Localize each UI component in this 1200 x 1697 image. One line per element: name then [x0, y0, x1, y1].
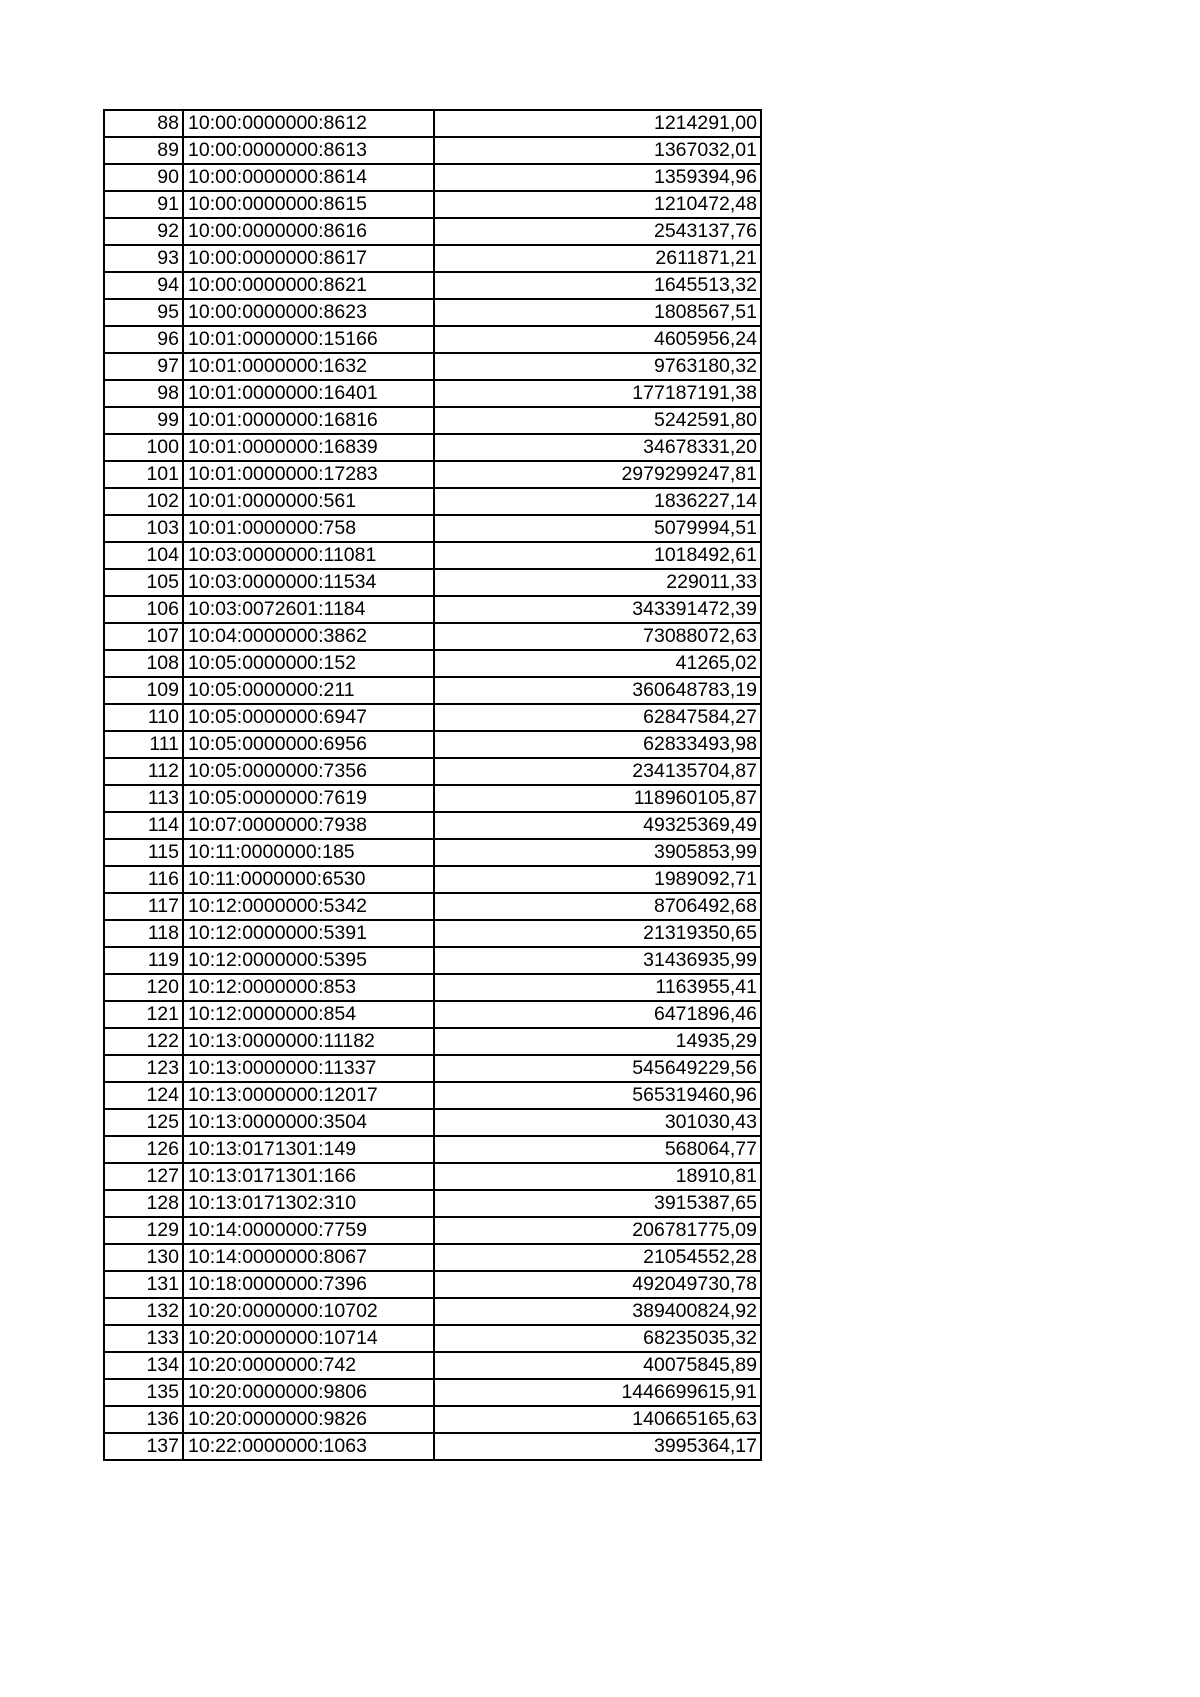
- table-row: [104, 1217, 761, 1244]
- row-number-cell: 122: [104, 1028, 183, 1055]
- table-row: [104, 488, 761, 515]
- row-number-cell: 107: [104, 623, 183, 650]
- cadastral-number-cell: 10:07:0000000:7938: [183, 812, 434, 839]
- cadastral-number-cell: 10:11:0000000:6530: [183, 866, 434, 893]
- cadastral-number-cell: 10:00:0000000:8617: [183, 245, 434, 272]
- row-number-cell: 136: [104, 1406, 183, 1433]
- row-number-cell: 119: [104, 947, 183, 974]
- amount-cell: 5242591,80: [434, 407, 761, 434]
- amount-cell: 1989092,71: [434, 866, 761, 893]
- table-row: [104, 731, 761, 758]
- table-row: [104, 542, 761, 569]
- row-number-cell: 135: [104, 1379, 183, 1406]
- table-row: [104, 110, 761, 137]
- cadastral-number-cell: 10:20:0000000:9826: [183, 1406, 434, 1433]
- table-row: [104, 1136, 761, 1163]
- table-row: [104, 137, 761, 164]
- amount-cell: 1367032,01: [434, 137, 761, 164]
- row-number-cell: 124: [104, 1082, 183, 1109]
- cadastral-number-cell: 10:18:0000000:7396: [183, 1271, 434, 1298]
- row-number-cell: 128: [104, 1190, 183, 1217]
- data-table: [103, 109, 762, 1461]
- table-row: [104, 1109, 761, 1136]
- cadastral-number-cell: 10:13:0000000:3504: [183, 1109, 434, 1136]
- cadastral-number-cell: 10:01:0000000:16401: [183, 380, 434, 407]
- cadastral-number-cell: 10:20:0000000:10714: [183, 1325, 434, 1352]
- cadastral-number-cell: 10:20:0000000:10702: [183, 1298, 434, 1325]
- row-number-cell: 130: [104, 1244, 183, 1271]
- amount-cell: 545649229,56: [434, 1055, 761, 1082]
- table-row: [104, 1406, 761, 1433]
- amount-cell: 6471896,46: [434, 1001, 761, 1028]
- row-number-cell: 117: [104, 893, 183, 920]
- amount-cell: 1214291,00: [434, 110, 761, 137]
- amount-cell: 31436935,99: [434, 947, 761, 974]
- cadastral-number-cell: 10:05:0000000:7356: [183, 758, 434, 785]
- amount-cell: 40075845,89: [434, 1352, 761, 1379]
- row-number-cell: 129: [104, 1217, 183, 1244]
- table-row: [104, 461, 761, 488]
- cadastral-number-cell: 10:05:0000000:7619: [183, 785, 434, 812]
- row-number-cell: 109: [104, 677, 183, 704]
- table-row: [104, 326, 761, 353]
- row-number-cell: 106: [104, 596, 183, 623]
- amount-cell: 5079994,51: [434, 515, 761, 542]
- amount-cell: 389400824,92: [434, 1298, 761, 1325]
- table-body: [104, 110, 761, 1460]
- table-row: [104, 1433, 761, 1460]
- table-row: [104, 191, 761, 218]
- row-number-cell: 108: [104, 650, 183, 677]
- cadastral-number-cell: 10:14:0000000:8067: [183, 1244, 434, 1271]
- amount-cell: 2543137,76: [434, 218, 761, 245]
- amount-cell: 34678331,20: [434, 434, 761, 461]
- amount-cell: 4605956,24: [434, 326, 761, 353]
- amount-cell: 177187191,38: [434, 380, 761, 407]
- cadastral-number-cell: 10:12:0000000:5342: [183, 893, 434, 920]
- row-number-cell: 121: [104, 1001, 183, 1028]
- cadastral-number-cell: 10:00:0000000:8612: [183, 110, 434, 137]
- table-row: [104, 1352, 761, 1379]
- table-row: [104, 893, 761, 920]
- cadastral-number-cell: 10:05:0000000:211: [183, 677, 434, 704]
- table-row: [104, 947, 761, 974]
- row-number-cell: 102: [104, 488, 183, 515]
- cadastral-number-cell: 10:20:0000000:742: [183, 1352, 434, 1379]
- cadastral-number-cell: 10:12:0000000:854: [183, 1001, 434, 1028]
- amount-cell: 301030,43: [434, 1109, 761, 1136]
- amount-cell: 3905853,99: [434, 839, 761, 866]
- table-row: [104, 866, 761, 893]
- cadastral-number-cell: 10:13:0000000:11182: [183, 1028, 434, 1055]
- amount-cell: 206781775,09: [434, 1217, 761, 1244]
- cadastral-number-cell: 10:11:0000000:185: [183, 839, 434, 866]
- table-row: [104, 1244, 761, 1271]
- cadastral-number-cell: 10:20:0000000:9806: [183, 1379, 434, 1406]
- amount-cell: 1645513,32: [434, 272, 761, 299]
- cadastral-number-cell: 10:13:0171301:149: [183, 1136, 434, 1163]
- amount-cell: 62833493,98: [434, 731, 761, 758]
- table-row: [104, 1379, 761, 1406]
- cadastral-number-cell: 10:01:0000000:15166: [183, 326, 434, 353]
- row-number-cell: 115: [104, 839, 183, 866]
- table-row: [104, 164, 761, 191]
- amount-cell: 2979299247,81: [434, 461, 761, 488]
- table-row: [104, 1163, 761, 1190]
- table-row: [104, 353, 761, 380]
- cadastral-number-cell: 10:12:0000000:5391: [183, 920, 434, 947]
- row-number-cell: 104: [104, 542, 183, 569]
- cadastral-number-cell: 10:01:0000000:758: [183, 515, 434, 542]
- row-number-cell: 120: [104, 974, 183, 1001]
- table-row: [104, 1028, 761, 1055]
- amount-cell: 62847584,27: [434, 704, 761, 731]
- amount-cell: 1359394,96: [434, 164, 761, 191]
- cadastral-number-cell: 10:00:0000000:8613: [183, 137, 434, 164]
- cadastral-number-cell: 10:01:0000000:561: [183, 488, 434, 515]
- amount-cell: 360648783,19: [434, 677, 761, 704]
- row-number-cell: 132: [104, 1298, 183, 1325]
- amount-cell: 565319460,96: [434, 1082, 761, 1109]
- cadastral-number-cell: 10:00:0000000:8615: [183, 191, 434, 218]
- row-number-cell: 111: [104, 731, 183, 758]
- table-row: [104, 839, 761, 866]
- table-row: [104, 596, 761, 623]
- row-number-cell: 126: [104, 1136, 183, 1163]
- row-number-cell: 123: [104, 1055, 183, 1082]
- row-number-cell: 103: [104, 515, 183, 542]
- table-row: [104, 1001, 761, 1028]
- row-number-cell: 99: [104, 407, 183, 434]
- amount-cell: 18910,81: [434, 1163, 761, 1190]
- amount-cell: 68235035,32: [434, 1325, 761, 1352]
- table-row: [104, 407, 761, 434]
- table-row: [104, 1082, 761, 1109]
- table-row: [104, 245, 761, 272]
- amount-cell: 21054552,28: [434, 1244, 761, 1271]
- row-number-cell: 96: [104, 326, 183, 353]
- amount-cell: 1446699615,91: [434, 1379, 761, 1406]
- row-number-cell: 134: [104, 1352, 183, 1379]
- row-number-cell: 93: [104, 245, 183, 272]
- cadastral-number-cell: 10:13:0000000:12017: [183, 1082, 434, 1109]
- amount-cell: 1210472,48: [434, 191, 761, 218]
- amount-cell: 140665165,63: [434, 1406, 761, 1433]
- amount-cell: 8706492,68: [434, 893, 761, 920]
- row-number-cell: 127: [104, 1163, 183, 1190]
- cadastral-number-cell: 10:13:0000000:11337: [183, 1055, 434, 1082]
- table-row: [104, 974, 761, 1001]
- table-row: [104, 758, 761, 785]
- amount-cell: 49325369,49: [434, 812, 761, 839]
- row-number-cell: 89: [104, 137, 183, 164]
- row-number-cell: 100: [104, 434, 183, 461]
- table-row: [104, 272, 761, 299]
- table-row: [104, 515, 761, 542]
- cadastral-number-cell: 10:01:0000000:1632: [183, 353, 434, 380]
- amount-cell: 1163955,41: [434, 974, 761, 1001]
- cadastral-number-cell: 10:00:0000000:8616: [183, 218, 434, 245]
- cadastral-number-cell: 10:14:0000000:7759: [183, 1217, 434, 1244]
- table-row: [104, 569, 761, 596]
- row-number-cell: 114: [104, 812, 183, 839]
- amount-cell: 343391472,39: [434, 596, 761, 623]
- row-number-cell: 137: [104, 1433, 183, 1460]
- amount-cell: 1018492,61: [434, 542, 761, 569]
- cadastral-number-cell: 10:05:0000000:6947: [183, 704, 434, 731]
- cadastral-number-cell: 10:12:0000000:5395: [183, 947, 434, 974]
- row-number-cell: 133: [104, 1325, 183, 1352]
- cadastral-number-cell: 10:01:0000000:16839: [183, 434, 434, 461]
- row-number-cell: 94: [104, 272, 183, 299]
- row-number-cell: 118: [104, 920, 183, 947]
- row-number-cell: 105: [104, 569, 183, 596]
- row-number-cell: 88: [104, 110, 183, 137]
- amount-cell: 3995364,17: [434, 1433, 761, 1460]
- row-number-cell: 112: [104, 758, 183, 785]
- row-number-cell: 110: [104, 704, 183, 731]
- amount-cell: 118960105,87: [434, 785, 761, 812]
- amount-cell: 73088072,63: [434, 623, 761, 650]
- table-row: [104, 704, 761, 731]
- amount-cell: 3915387,65: [434, 1190, 761, 1217]
- amount-cell: 234135704,87: [434, 758, 761, 785]
- amount-cell: 492049730,78: [434, 1271, 761, 1298]
- row-number-cell: 91: [104, 191, 183, 218]
- table-row: [104, 1055, 761, 1082]
- table-row: [104, 299, 761, 326]
- table-row: [104, 434, 761, 461]
- row-number-cell: 113: [104, 785, 183, 812]
- table-row: [104, 1325, 761, 1352]
- cadastral-number-cell: 10:05:0000000:6956: [183, 731, 434, 758]
- row-number-cell: 131: [104, 1271, 183, 1298]
- row-number-cell: 101: [104, 461, 183, 488]
- row-number-cell: 90: [104, 164, 183, 191]
- amount-cell: 14935,29: [434, 1028, 761, 1055]
- cadastral-number-cell: 10:03:0000000:11534: [183, 569, 434, 596]
- cadastral-number-cell: 10:12:0000000:853: [183, 974, 434, 1001]
- cadastral-number-cell: 10:03:0000000:11081: [183, 542, 434, 569]
- cadastral-number-cell: 10:05:0000000:152: [183, 650, 434, 677]
- amount-cell: 229011,33: [434, 569, 761, 596]
- cadastral-number-cell: 10:00:0000000:8614: [183, 164, 434, 191]
- amount-cell: 1808567,51: [434, 299, 761, 326]
- cadastral-number-cell: 10:01:0000000:16816: [183, 407, 434, 434]
- amount-cell: 1836227,14: [434, 488, 761, 515]
- amount-cell: 2611871,21: [434, 245, 761, 272]
- table-row: [104, 677, 761, 704]
- table-row: [104, 812, 761, 839]
- cadastral-number-cell: 10:00:0000000:8621: [183, 272, 434, 299]
- amount-cell: 21319350,65: [434, 920, 761, 947]
- amount-cell: 568064,77: [434, 1136, 761, 1163]
- table-row: [104, 785, 761, 812]
- cadastral-number-cell: 10:13:0171301:166: [183, 1163, 434, 1190]
- amount-cell: 41265,02: [434, 650, 761, 677]
- row-number-cell: 97: [104, 353, 183, 380]
- cadastral-number-cell: 10:00:0000000:8623: [183, 299, 434, 326]
- cadastral-number-cell: 10:01:0000000:17283: [183, 461, 434, 488]
- row-number-cell: 125: [104, 1109, 183, 1136]
- row-number-cell: 95: [104, 299, 183, 326]
- table-row: [104, 218, 761, 245]
- table-row: [104, 1298, 761, 1325]
- cadastral-number-cell: 10:13:0171302:310: [183, 1190, 434, 1217]
- table-row: [104, 1190, 761, 1217]
- table-row: [104, 380, 761, 407]
- cadastral-number-cell: 10:22:0000000:1063: [183, 1433, 434, 1460]
- table-row: [104, 1271, 761, 1298]
- table-row: [104, 623, 761, 650]
- row-number-cell: 92: [104, 218, 183, 245]
- table-row: [104, 650, 761, 677]
- row-number-cell: 116: [104, 866, 183, 893]
- cadastral-number-cell: 10:03:0072601:1184: [183, 596, 434, 623]
- cadastral-number-cell: 10:04:0000000:3862: [183, 623, 434, 650]
- amount-cell: 9763180,32: [434, 353, 761, 380]
- row-number-cell: 98: [104, 380, 183, 407]
- table-row: [104, 920, 761, 947]
